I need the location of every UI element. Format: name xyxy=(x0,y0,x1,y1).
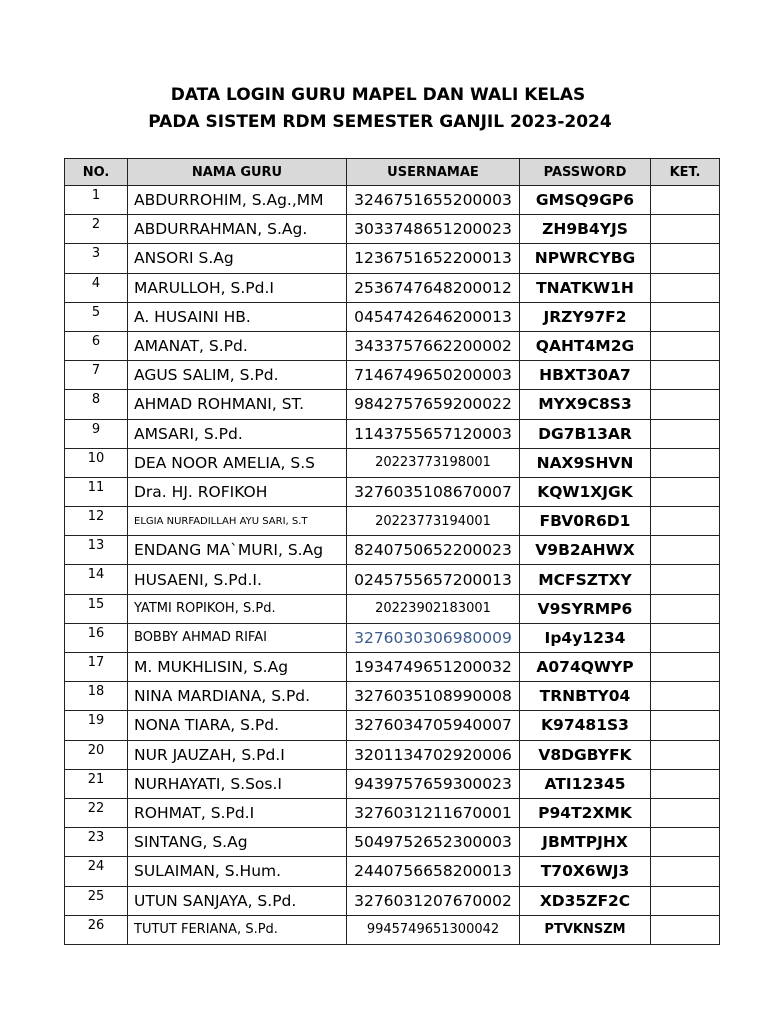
ket-cell xyxy=(651,361,720,390)
teacher-name: BOBBY AHMAD RIFAI xyxy=(128,623,347,652)
username-cell: 3276030306980009 xyxy=(347,623,520,652)
row-number: 2 xyxy=(65,215,128,244)
row-number: 9 xyxy=(65,419,128,448)
ket-cell xyxy=(651,886,720,915)
password-cell: K97481S3 xyxy=(520,711,651,740)
username-cell: 9842757659200022 xyxy=(347,390,520,419)
table-row xyxy=(65,419,720,448)
row-number: 18 xyxy=(65,682,128,711)
username-cell: 3246751655200003 xyxy=(347,186,520,215)
table-row xyxy=(65,331,720,360)
table-row xyxy=(65,477,720,506)
username-cell: 3276031211670001 xyxy=(347,798,520,827)
ket-cell xyxy=(651,711,720,740)
teacher-name: AHMAD ROHMANI, ST. xyxy=(128,390,347,419)
header-no: NO. xyxy=(65,159,128,186)
table-row xyxy=(65,740,720,769)
ket-cell xyxy=(651,740,720,769)
teacher-name: SULAIMAN, S.Hum. xyxy=(128,857,347,886)
password-cell: V8DGBYFK xyxy=(520,740,651,769)
username-cell: 2440756658200013 xyxy=(347,857,520,886)
password-cell: XD35ZF2C xyxy=(520,886,651,915)
table-row xyxy=(65,390,720,419)
row-number: 16 xyxy=(65,623,128,652)
row-number: 11 xyxy=(65,477,128,506)
password-cell: NAX9SHVN xyxy=(520,448,651,477)
ket-cell xyxy=(651,798,720,827)
table-row xyxy=(65,536,720,565)
password-cell: Ip4y1234 xyxy=(520,623,651,652)
row-number: 19 xyxy=(65,711,128,740)
document-title-line2: PADA SISTEM RDM SEMESTER GANJIL 2023-2024 xyxy=(148,112,612,132)
ket-cell xyxy=(651,331,720,360)
row-number: 3 xyxy=(65,244,128,273)
username-cell: 8240750652200023 xyxy=(347,536,520,565)
password-cell: TRNBTY04 xyxy=(520,682,651,711)
table-row xyxy=(65,857,720,886)
teacher-name: UTUN SANJAYA, S.Pd. xyxy=(128,886,347,915)
ket-cell xyxy=(651,682,720,711)
password-cell: KQW1XJGK xyxy=(520,477,651,506)
ket-cell xyxy=(651,857,720,886)
ket-cell xyxy=(651,565,720,594)
teacher-name: NUR JAUZAH, S.Pd.I xyxy=(128,740,347,769)
username-cell: 7146749650200003 xyxy=(347,361,520,390)
teacher-name: SINTANG, S.Ag xyxy=(128,828,347,857)
username-cell: 20223902183001 xyxy=(347,594,520,623)
username-cell: 1236751652200013 xyxy=(347,244,520,273)
teacher-name: NINA MARDIANA, S.Pd. xyxy=(128,682,347,711)
header-ket: KET. xyxy=(651,159,720,186)
table-row xyxy=(65,507,720,536)
teacher-name: MARULLOH, S.Pd.I xyxy=(128,273,347,302)
password-cell: PTVKNSZM xyxy=(520,915,651,944)
username-cell: 3033748651200023 xyxy=(347,215,520,244)
ket-cell xyxy=(651,828,720,857)
teacher-name: ANSORI S.Ag xyxy=(128,244,347,273)
table-row xyxy=(65,565,720,594)
row-number: 24 xyxy=(65,857,128,886)
password-cell: V9SYRMP6 xyxy=(520,594,651,623)
username-cell: 3276035108990008 xyxy=(347,682,520,711)
table-row xyxy=(65,448,720,477)
document-title-line1: DATA LOGIN GURU MAPEL DAN WALI KELAS xyxy=(170,85,586,105)
password-cell: P94T2XMK xyxy=(520,798,651,827)
table-row xyxy=(65,682,720,711)
teacher-name: AMSARI, S.Pd. xyxy=(128,419,347,448)
teacher-name: TUTUT FERIANA, S.Pd. xyxy=(128,915,347,944)
password-cell: MYX9C8S3 xyxy=(520,390,651,419)
teacher-name: ENDANG MA`MURI, S.Ag xyxy=(128,536,347,565)
teacher-name: AGUS SALIM, S.Pd. xyxy=(128,361,347,390)
password-cell: TNATKW1H xyxy=(520,273,651,302)
row-number: 23 xyxy=(65,828,128,857)
table-row xyxy=(65,186,720,215)
table-row xyxy=(65,798,720,827)
table-row xyxy=(65,623,720,652)
ket-cell xyxy=(651,653,720,682)
username-cell: 0454742646200013 xyxy=(347,302,520,331)
table-row xyxy=(65,711,720,740)
username-cell: 20223773194001 xyxy=(347,507,520,536)
row-number: 7 xyxy=(65,361,128,390)
teacher-name: A. HUSAINI HB. xyxy=(128,302,347,331)
teacher-name: NURHAYATI, S.Sos.I xyxy=(128,769,347,798)
row-number: 12 xyxy=(65,507,128,536)
ket-cell xyxy=(651,419,720,448)
row-number: 22 xyxy=(65,798,128,827)
username-cell: 1143755657120003 xyxy=(347,419,520,448)
teacher-name: ABDURRAHMAN, S.Ag. xyxy=(128,215,347,244)
teacher-name: Dra. HJ. ROFIKOH xyxy=(128,477,347,506)
username-cell: 3201134702920006 xyxy=(347,740,520,769)
ket-cell xyxy=(651,448,720,477)
row-number: 5 xyxy=(65,302,128,331)
table-header-row xyxy=(65,159,720,186)
ket-cell xyxy=(651,915,720,944)
row-number: 20 xyxy=(65,740,128,769)
row-number: 6 xyxy=(65,331,128,360)
username-cell: 3276035108670007 xyxy=(347,477,520,506)
teacher-name: ELGIA NURFADILLAH AYU SARI, S.T xyxy=(128,507,347,536)
username-cell: 3433757662200002 xyxy=(347,331,520,360)
row-number: 4 xyxy=(65,273,128,302)
password-cell: A074QWYP xyxy=(520,653,651,682)
teacher-name: DEA NOOR AMELIA, S.S xyxy=(128,448,347,477)
login-data-table xyxy=(64,158,720,945)
row-number: 26 xyxy=(65,915,128,944)
table-row xyxy=(65,273,720,302)
username-cell: 3276034705940007 xyxy=(347,711,520,740)
password-cell: FBV0R6D1 xyxy=(520,507,651,536)
table-row xyxy=(65,886,720,915)
teacher-name: M. MUKHLISIN, S.Ag xyxy=(128,653,347,682)
ket-cell xyxy=(651,623,720,652)
password-cell: T70X6WJ3 xyxy=(520,857,651,886)
table-row xyxy=(65,594,720,623)
username-cell: 2536747648200012 xyxy=(347,273,520,302)
row-number: 17 xyxy=(65,653,128,682)
ket-cell xyxy=(651,390,720,419)
teacher-name: ROHMAT, S.Pd.I xyxy=(128,798,347,827)
password-cell: ZH9B4YJS xyxy=(520,215,651,244)
row-number: 1 xyxy=(65,186,128,215)
password-cell: NPWRCYBG xyxy=(520,244,651,273)
ket-cell xyxy=(651,273,720,302)
row-number: 14 xyxy=(65,565,128,594)
password-cell: GMSQ9GP6 xyxy=(520,186,651,215)
username-cell: 9439757659300023 xyxy=(347,769,520,798)
row-number: 8 xyxy=(65,390,128,419)
ket-cell xyxy=(651,594,720,623)
row-number: 10 xyxy=(65,448,128,477)
table-row xyxy=(65,828,720,857)
ket-cell xyxy=(651,536,720,565)
table-row xyxy=(65,302,720,331)
username-cell: 9945749651300042 xyxy=(347,915,520,944)
password-cell: JBMTPJHX xyxy=(520,828,651,857)
password-cell: V9B2AHWX xyxy=(520,536,651,565)
ket-cell xyxy=(651,186,720,215)
table-row xyxy=(65,769,720,798)
row-number: 15 xyxy=(65,594,128,623)
teacher-name: AMANAT, S.Pd. xyxy=(128,331,347,360)
table-row xyxy=(65,361,720,390)
ket-cell xyxy=(651,244,720,273)
table-row xyxy=(65,215,720,244)
password-cell: QAHT4M2G xyxy=(520,331,651,360)
password-cell: HBXT30A7 xyxy=(520,361,651,390)
ket-cell xyxy=(651,769,720,798)
teacher-name: HUSAENI, S.Pd.I. xyxy=(128,565,347,594)
password-cell: DG7B13AR xyxy=(520,419,651,448)
username-cell: 0245755657200013 xyxy=(347,565,520,594)
username-cell: 5049752652300003 xyxy=(347,828,520,857)
header-password: PASSWORD xyxy=(520,159,651,186)
username-cell: 20223773198001 xyxy=(347,448,520,477)
header-username: USERNAMAE xyxy=(347,159,520,186)
row-number: 25 xyxy=(65,886,128,915)
username-cell: 3276031207670002 xyxy=(347,886,520,915)
teacher-name: NONA TIARA, S.Pd. xyxy=(128,711,347,740)
ket-cell xyxy=(651,477,720,506)
teacher-name: ABDURROHIM, S.Ag.,MM xyxy=(128,186,347,215)
username-cell: 1934749651200032 xyxy=(347,653,520,682)
password-cell: JRZY97F2 xyxy=(520,302,651,331)
table-row xyxy=(65,915,720,944)
teacher-name: YATMI ROPIKOH, S.Pd. xyxy=(128,594,347,623)
ket-cell xyxy=(651,215,720,244)
table-row xyxy=(65,244,720,273)
table-row xyxy=(65,653,720,682)
ket-cell xyxy=(651,302,720,331)
password-cell: ATI12345 xyxy=(520,769,651,798)
row-number: 13 xyxy=(65,536,128,565)
row-number: 21 xyxy=(65,769,128,798)
ket-cell xyxy=(651,507,720,536)
header-name: NAMA GURU xyxy=(128,159,347,186)
password-cell: MCFSZTXY xyxy=(520,565,651,594)
